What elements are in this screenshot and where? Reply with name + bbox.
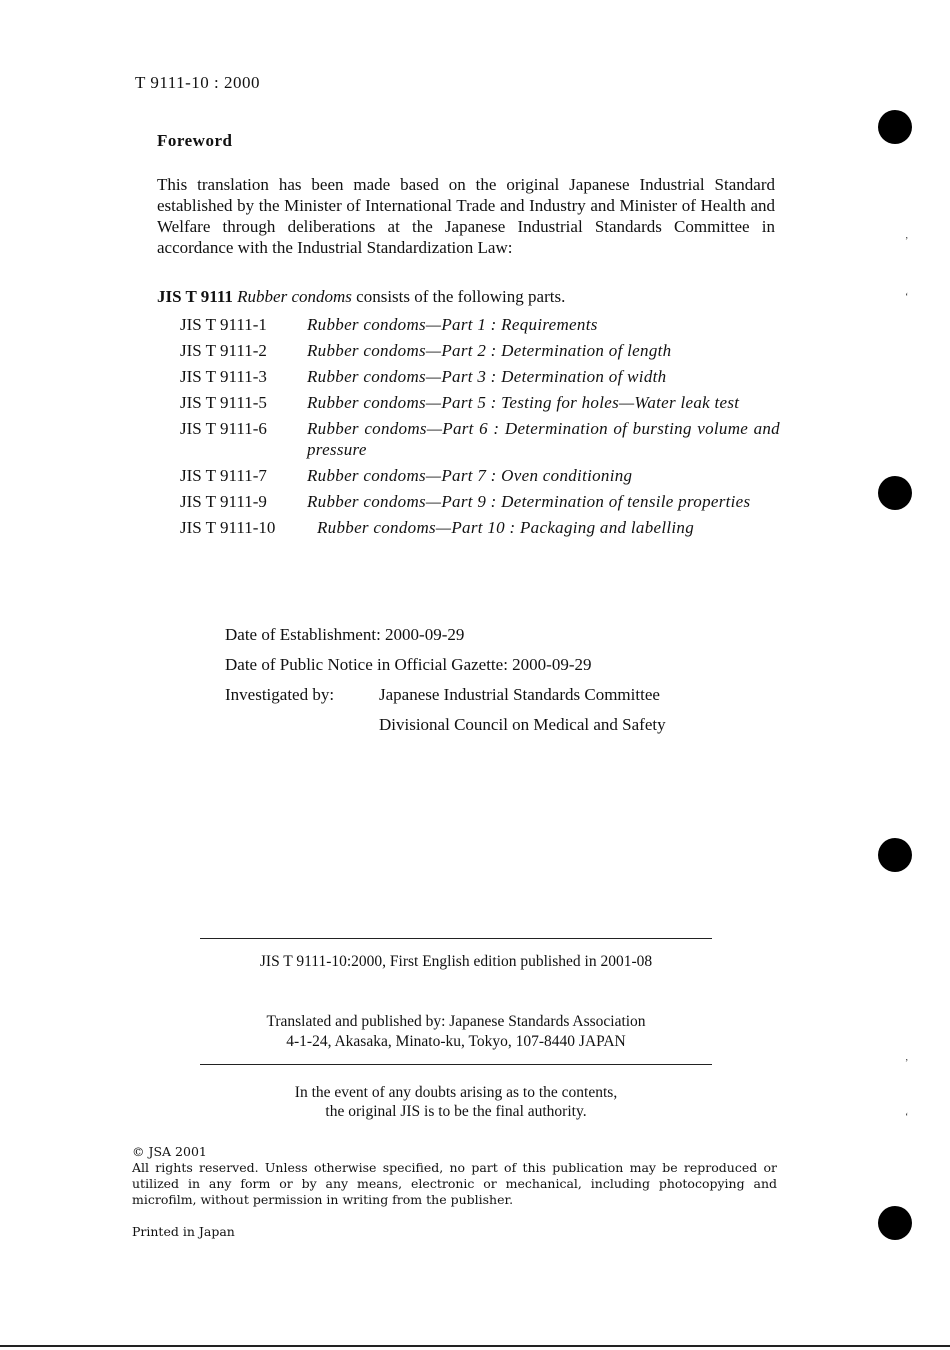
authority-note-line2: the original JIS is to be the final authority. (325, 1103, 587, 1120)
part-code: JIS T 9111-6 (180, 419, 267, 438)
part-code: JIS T 9111-10 (180, 518, 276, 537)
scan-speck-icon: ’ (905, 236, 909, 247)
investigated-by-label: Investigated by: (225, 685, 335, 704)
translated-by: Translated and published by: Japanese Standards Association (266, 1013, 646, 1030)
authority-note-line1: In the event of any doubts arising as to the contents, (294, 1084, 618, 1101)
foreword-heading: Foreword (157, 131, 233, 150)
punch-hole-icon (878, 476, 912, 510)
scan-speck-icon: ’ (905, 1058, 909, 1069)
part-code: JIS T 9111-1 (180, 315, 267, 334)
investigated-by-council-row (225, 710, 666, 740)
list-item (180, 366, 780, 387)
part-title: Rubber condoms—Part 7 : Oven conditioning (307, 466, 633, 485)
punch-hole-icon (878, 110, 912, 144)
list-item (180, 418, 780, 460)
establishment-info (225, 620, 666, 740)
date-of-establishment: Date of Establishment: 2000-09-29 (225, 625, 465, 644)
part-title: Rubber condoms—Part 5 : Testing for holes—Water leak test (307, 393, 740, 412)
list-item (180, 517, 780, 538)
list-item (180, 314, 780, 335)
part-title: Rubber condoms—Part 9 : Determination of tensile properties (307, 492, 751, 511)
divider-bottom (200, 1064, 712, 1065)
standard-title: Rubber condoms (237, 287, 352, 306)
investigated-by-committee: Japanese Industrial Standards Committee (379, 685, 660, 704)
scan-speck-icon: ‘ (905, 292, 909, 303)
part-title: Rubber condoms—Part 10 : Packaging and labelling (317, 518, 695, 537)
part-title: Rubber condoms—Part 6 : Determination of bursting volume and pressure (307, 419, 780, 459)
divider-top (200, 938, 712, 939)
parts-intro (157, 287, 565, 307)
page-bottom-edge (0, 1345, 950, 1347)
copyright-symbol: © JSA 2001 (132, 1144, 207, 1159)
date-of-public-notice: Date of Public Notice in Official Gazette: 2000-09-29 (225, 655, 592, 674)
publisher-address: 4-1-24, Akasaka, Minato-ku, Tokyo, 107-8440 JAPAN (286, 1033, 626, 1050)
list-item (180, 465, 780, 486)
part-code: JIS T 9111-2 (180, 341, 267, 360)
printed-in: Printed in Japan (132, 1224, 235, 1239)
investigated-by (225, 680, 666, 710)
part-title: Rubber condoms—Part 3 : Determination of width (307, 367, 667, 386)
list-item (180, 392, 780, 413)
list-item (180, 340, 780, 361)
standard-code: JIS T 9111 (157, 287, 233, 306)
rights-statement: All rights reserved. Unless otherwise specified, no part of this publication may be reproduced or utilized in any form or by any means, electronic or mechanical, including photocopying and microfilm, without permission in writing from the publisher. (132, 1160, 777, 1207)
foreword-intro: This translation has been made based on the original Japanese Industrial Standard established by the Minister of International Trade and Industry and Minister of Health and Welfare through deliberations at the Japanese Industrial Standards Committee in accordance with the Industrial Standardization Law: (157, 175, 775, 257)
parts-list (180, 314, 780, 543)
part-title: Rubber condoms—Part 1 : Requirements (307, 315, 598, 334)
scan-speck-icon: ‘ (905, 1112, 909, 1123)
parts-intro-rest: consists of the following parts. (351, 287, 566, 306)
part-title: Rubber condoms—Part 2 : Determination of length (307, 341, 672, 360)
part-code: JIS T 9111-7 (180, 466, 267, 485)
investigated-by-council: Divisional Council on Medical and Safety (379, 715, 666, 734)
part-code: JIS T 9111-3 (180, 367, 267, 386)
first-edition-note: JIS T 9111-10:2000, First English edition published in 2001-08 (259, 953, 653, 970)
part-code: JIS T 9111-9 (180, 492, 267, 511)
copyright-block (132, 1144, 777, 1208)
punch-hole-icon (878, 1206, 912, 1240)
part-code: JIS T 9111-5 (180, 393, 267, 412)
list-item (180, 491, 780, 512)
punch-hole-icon (878, 838, 912, 872)
document-number: T 9111-10 : 2000 (135, 73, 260, 92)
indent-spacer (225, 710, 379, 740)
